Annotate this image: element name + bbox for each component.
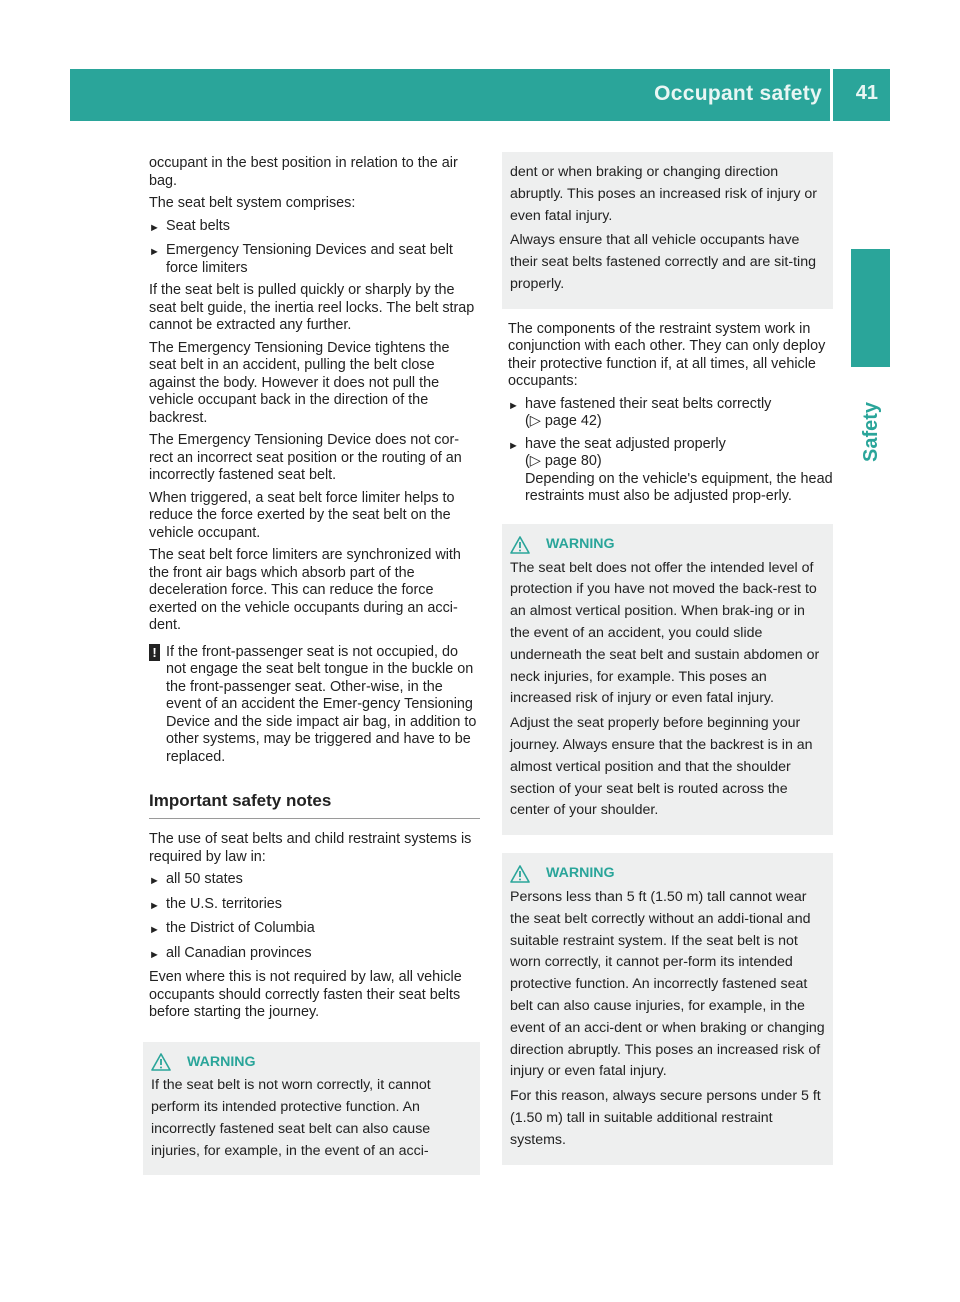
- warning-header: [510, 534, 825, 556]
- warning-box: [502, 524, 833, 835]
- warning-text: dent or when braking or changing direction abruptly. This poses an increased risk of injury or even fatal injury.: [510, 164, 818, 224]
- list-item: ► Seat belts: [149, 218, 480, 238]
- warning-title: WARNING: [546, 535, 615, 552]
- warning-box: [143, 1042, 480, 1176]
- warning-triangle-icon: [510, 536, 530, 554]
- warning-title: WARNING: [187, 1053, 256, 1070]
- paragraph: The Emergency Tensioning Device tightens the seat belt in an accident, pulling the belt close against the body. However it does not pull the vehicle occupant back in the direction of the backrest.: [149, 339, 450, 426]
- page-reference-link[interactable]: page 80: [544, 453, 597, 470]
- note-text: If the front-passenger seat is not occupied, do not engage the seat belt tongue in the buckle on the front-passenger seat. Other-wise, in the event of an accident the Emer-gency Tensioning Device and the side impact air bag, in addition to other systems, may be triggered and have to be replaced.: [166, 643, 477, 765]
- bullet-icon: ►: [149, 924, 160, 936]
- paragraph: Even where this is not required by law, all vehicle occupants should correctly fasten their seat belts before starting the journey.: [149, 969, 462, 1020]
- bullet-icon: ►: [149, 875, 160, 887]
- warning-header: [510, 863, 825, 885]
- paragraph: The seat belt system comprises:: [149, 195, 356, 211]
- warning-text: The seat belt does not offer the intended level of protection if you have not moved the back-rest to an almost vertical position. When brak-ing or in the event of an accident, you could slide underneath the seat belt and sustain abdomen or neck injuries, for example. This poses an increased risk of injury or even fatal injury.: [510, 559, 820, 707]
- bullet-icon: ►: [149, 221, 160, 234]
- bullet-icon: ►: [508, 399, 519, 412]
- page-section-title: Occupant safety: [654, 82, 822, 105]
- paragraph: occupant in the best position in relation to the air bag.: [149, 155, 458, 189]
- list-item: ► all Canadian provinces: [149, 945, 480, 965]
- page-number: 41: [855, 82, 878, 104]
- warning-box-continued: [502, 152, 833, 309]
- left-column: [149, 155, 480, 1175]
- page-reference-link[interactable]: page 42: [544, 413, 597, 430]
- warning-text: For this reason, always secure persons under 5 ft (1.50 m) tall in suitable additional restraint systems.: [510, 1088, 821, 1148]
- list-item: ► have the seat adjusted properly (▷ page 80) Depending on the vehicle's equipment, the head restraints must also be adjusted prop-erly.: [508, 435, 833, 505]
- section-heading: Important safety notes: [149, 790, 480, 819]
- warning-text: Persons less than 5 ft (1.50 m) tall cannot wear the seat belt correctly without an addi-tional and suitable restraint system. If the seat belt is not worn correctly, it cannot per-form its intended protective function. An incorrectly fastened seat belt can also cause injuries, for example, in the event of an acci-dent or when braking or changing direction abruptly. This poses an increased risk of injury or even fatal injury.: [510, 888, 825, 1080]
- list-item: ► the U.S. territories: [149, 896, 480, 916]
- warning-box: [502, 853, 833, 1164]
- bullet-icon: ►: [149, 899, 160, 912]
- header-bar: [70, 69, 890, 121]
- warning-text: Adjust the seat properly before beginning your journey. Always ensure that the backrest is in an almost vertical position and that the shoulder section of your seat belt is routed across the center of your shoulder.: [510, 715, 813, 819]
- warning-header: [151, 1052, 472, 1074]
- bullet-icon: ►: [149, 948, 160, 961]
- paragraph: The use of seat belts and child restraint systems is required by law in:: [149, 831, 472, 865]
- paragraph: The Emergency Tensioning Device does not cor-rect an incorrect seat position or the routing of an incorrectly fastened seat belt.: [149, 432, 462, 483]
- paragraph: The components of the restraint system work in conjunction with each other. They can only deploy their protective function if, at all times, all vehicle occupants:: [508, 320, 826, 390]
- list-item: ► Emergency Tensioning Devices and seat belt force limiters: [149, 242, 453, 276]
- paragraph: If the seat belt is pulled quickly or sharply by the seat belt guide, the inertia reel locks. The belt strap cannot be extracted any further.: [149, 282, 475, 333]
- bullet-icon: ►: [508, 439, 519, 452]
- header-divider: [830, 69, 833, 121]
- warning-text: Always ensure that all vehicle occupants have their seat belts fastened correctly and are sit-ting properly.: [510, 232, 816, 292]
- exclamation-icon: !: [149, 644, 160, 661]
- warning-triangle-icon: [510, 865, 530, 883]
- warning-triangle-icon: [151, 1053, 171, 1071]
- right-column: [508, 155, 833, 1165]
- warning-title: WARNING: [546, 865, 615, 882]
- paragraph: The seat belt force limiters are synchronized with the front air bags which absorb part of the deceleration force. This can reduce the force exerted on the vehicle occupants during an acci-dent.: [149, 547, 461, 633]
- paragraph: When triggered, a seat belt force limiter helps to reduce the force exerted by the seat belt on the vehicle occupant.: [149, 489, 455, 541]
- side-chapter-label: Safety: [859, 401, 882, 463]
- list-item: ► all 50 states: [149, 871, 480, 891]
- list-item: ► the District of Columbia: [149, 920, 480, 940]
- bullet-icon: ►: [149, 246, 160, 258]
- list-item: ► have fastened their seat belts correctly (▷ page 42): [508, 395, 772, 430]
- side-chapter-tab: [851, 249, 890, 367]
- page-ref-icon: ▷: [529, 413, 541, 430]
- note: [149, 644, 480, 767]
- page-ref-icon: ▷: [529, 453, 541, 470]
- warning-text: If the seat belt is not worn correctly, it cannot perform its intended protective function. An incorrectly fastened seat belt can also cause injuries, for example, in the event of an acci-: [151, 1077, 431, 1159]
